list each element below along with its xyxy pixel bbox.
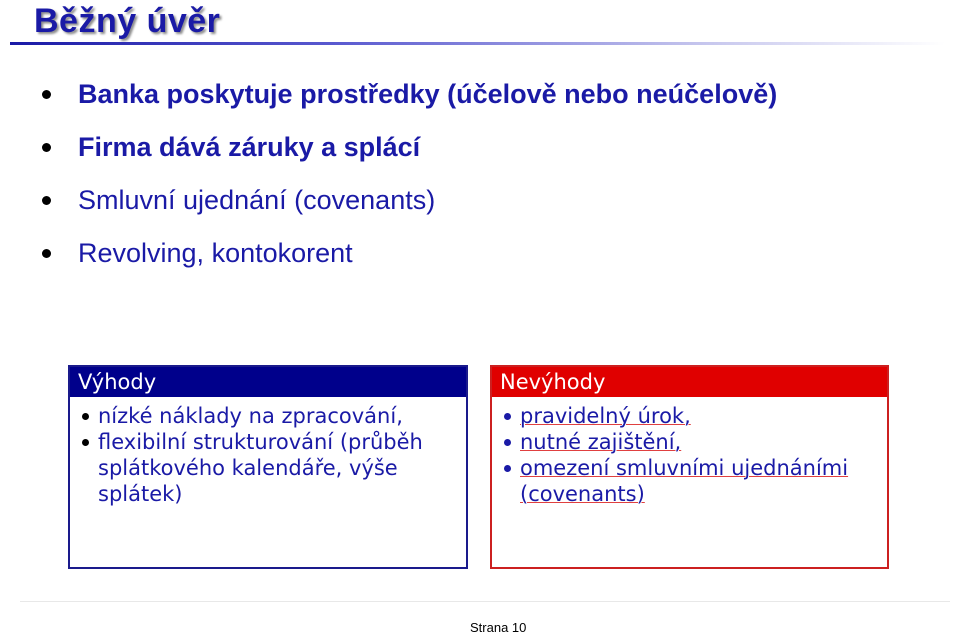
bullet-dot-icon xyxy=(42,143,51,152)
bullet-dot-icon xyxy=(42,196,51,205)
bullet-dot-icon xyxy=(504,413,511,420)
disadvantages-box xyxy=(490,365,889,569)
bullet-item xyxy=(40,121,777,174)
title-underline xyxy=(10,42,945,45)
advantages-list xyxy=(70,403,466,507)
bullet-dot-icon xyxy=(504,439,511,446)
disadvantage-text: nutné zajištění, xyxy=(520,430,682,454)
bullet-item xyxy=(40,227,777,280)
bullet-dot-icon xyxy=(504,465,511,472)
bullet-text: Firma dává záruky a splácí xyxy=(78,132,421,162)
bullet-text: Banka poskytuje prostředky (účelově nebo neúčelově) xyxy=(78,79,778,109)
bullet-text: Smluvní ujednání (covenants) xyxy=(78,185,436,215)
disadvantage-text: pravidelný úrok, xyxy=(520,404,691,428)
disadvantage-item xyxy=(492,403,887,429)
footer-divider xyxy=(20,601,950,602)
disadvantages-list xyxy=(492,403,887,507)
advantage-text: nízké náklady na zpracování, xyxy=(98,404,403,428)
advantage-item xyxy=(70,429,466,507)
advantages-heading: Výhody xyxy=(70,367,466,397)
disadvantage-item xyxy=(492,455,887,507)
bullet-dot-icon xyxy=(42,90,51,99)
bullet-text: Revolving, kontokorent xyxy=(78,238,353,268)
disadvantages-heading: Nevýhody xyxy=(492,367,887,397)
disadvantage-text: omezení smluvními ujednáními (covenants) xyxy=(520,456,849,506)
bullet-dot-icon xyxy=(42,249,51,258)
bullet-item xyxy=(40,68,777,121)
bullet-dot-icon xyxy=(82,413,89,420)
advantages-box xyxy=(68,365,468,569)
slide-title: Běžný úvěr xyxy=(34,2,221,40)
advantage-item xyxy=(70,403,466,429)
page-number: Strana 10 xyxy=(470,620,527,635)
disadvantage-item xyxy=(492,429,887,455)
main-bullet-list xyxy=(40,68,777,280)
bullet-item xyxy=(40,174,777,227)
advantage-text: flexibilní strukturování (průběh splátkového kalendáře, výše splátek) xyxy=(98,430,423,506)
bullet-dot-icon xyxy=(82,439,89,446)
